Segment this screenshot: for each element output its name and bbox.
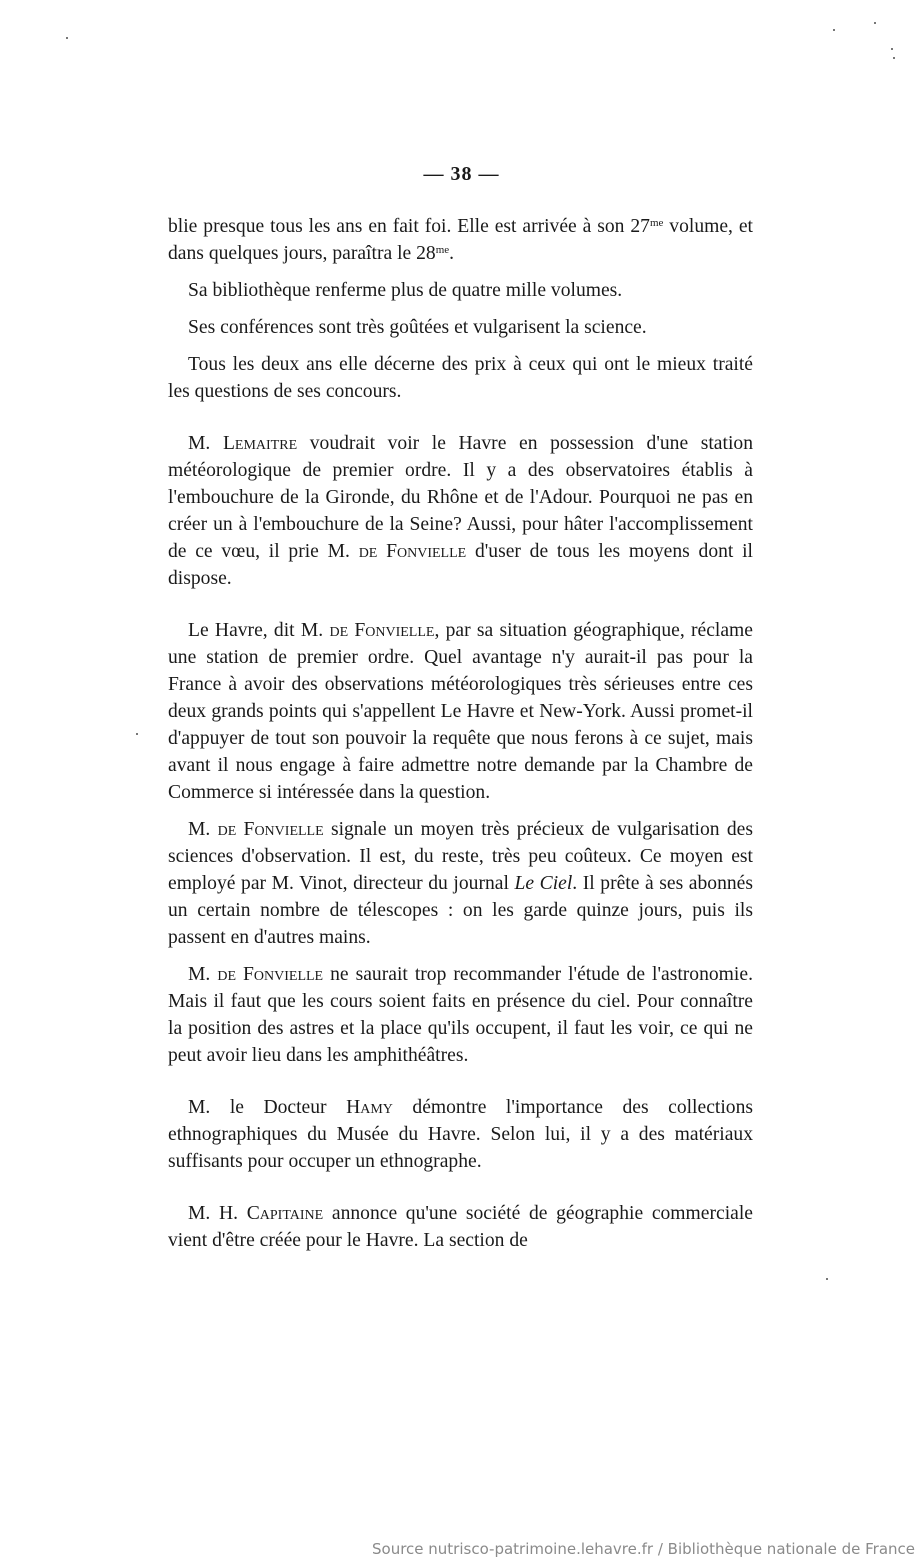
speaker-name: de Fonvielle (329, 620, 435, 641)
text-run: ne saurait trop recommander l'étude de l'astronomie. Mais il faut que les cours soient faits en présence du ciel. Pour connaître la position des astres et la place qu'ils occupent, il faut les voir, ce qui ne peut avoir lieu dans les amphithéâtres. (168, 964, 753, 1066)
scan-speck (893, 57, 895, 59)
text-run: voudrait voir le Havre en possession d'une station météorologique de premier ordre. Il y a des observatoires établis à l'embouchure de la Gironde, du Rhône et de l'Adour. Pourquoi ne pas en créer un à l'embouchure de la Seine? Aussi, pour hâter l'accomplissement de ce vœu, il prie M. (168, 433, 753, 562)
text-run: M. le Docteur (188, 1097, 347, 1118)
speaker-name: de Fonvielle (217, 819, 324, 840)
speaker-name: Capitaine (246, 1203, 324, 1224)
page-body (168, 213, 753, 1254)
paragraph-capitaine (168, 1200, 753, 1254)
text-run: signale un moyen très précieux de vulgarisation des sciences d'observation. Il est, du reste, très peu coûteux. Ce moyen est employé par M. Vinot, directeur du journal (168, 819, 753, 894)
superscript: me (649, 217, 664, 229)
scan-speck (874, 22, 876, 24)
paragraph-conferences: Ses conférences sont très goûtées et vulgarisent la science. (188, 317, 647, 338)
speaker-name: de Fonvielle (217, 964, 324, 985)
paragraph-library: Sa bibliothèque renferme plus de quatre mille volumes. (188, 280, 623, 301)
page-number: — 38 — (423, 163, 500, 185)
journal-title: Le Ciel (514, 873, 573, 894)
text-run: M. (188, 964, 218, 985)
text-run: blie presque tous les ans en fait foi. Elle est arrivée à son 27 (168, 216, 650, 237)
superscript: me (435, 244, 450, 256)
text-run: volume, et dans quelques jours, paraîtra le 28 (168, 216, 753, 264)
text-run: Le Havre, dit M. (188, 620, 330, 641)
speaker-name: Hamy (346, 1097, 393, 1118)
scan-speck (833, 29, 835, 31)
scan-speck (826, 1278, 828, 1280)
scan-speck (891, 48, 893, 50)
text-run: . (449, 243, 455, 264)
text-run: démontre l'importance des collections ethnographiques du Musée du Havre. Selon lui, il y a des matériaux suffisants pour occuper un ethnographe. (168, 1097, 754, 1172)
paragraph-hamy (168, 1094, 753, 1175)
scan-speck (66, 37, 68, 39)
paragraph-fonvielle-station (168, 617, 753, 806)
text-run: M. H. (188, 1203, 247, 1224)
speaker-name: de Fonvielle (358, 541, 467, 562)
text-run: . Il prête à ses abonnés un certain nombre de télescopes : on les garde quinze jours, puis ils passent en d'autres mains. (168, 873, 753, 948)
paragraph-fonvielle-astronomy (168, 961, 753, 1069)
source-attribution: Source nutrisco-patrimoine.lehavre.fr / Bibliothèque nationale de France (372, 1540, 915, 1558)
text-run: M. (188, 819, 218, 840)
speaker-name: Lemaitre (222, 433, 298, 454)
text-run: , par sa situation géographique, réclame une station de premier ordre. Quel avantage n'y aurait-il pas pour la France à avoir des observations météorologiques très sérieuses entre ces deux grands points qui s'appellent Le Havre et New-York. Aussi promet-il d'appuyer de tout son pouvoir la requête que nous ferons à ce sujet, mais avant il nous engage à faire admettre notre demande par la Chambre de Commerce si intéressée dans la question. (168, 620, 753, 803)
text-run: M. (188, 433, 223, 454)
text-run: d'user de tous les moyens dont il dispose. (168, 541, 753, 589)
text-run: annonce qu'une société de géographie commerciale vient d'être créée pour le Havre. La section de (168, 1203, 753, 1251)
paragraph-prizes: Tous les deux ans elle décerne des prix à ceux qui ont le mieux traité les questions de ses concours. (168, 354, 753, 402)
scan-speck (136, 733, 138, 735)
paragraph-lemaitre (168, 430, 753, 592)
paragraph-fonvielle-telescopes (168, 816, 753, 951)
paragraph-continuation (168, 213, 753, 267)
